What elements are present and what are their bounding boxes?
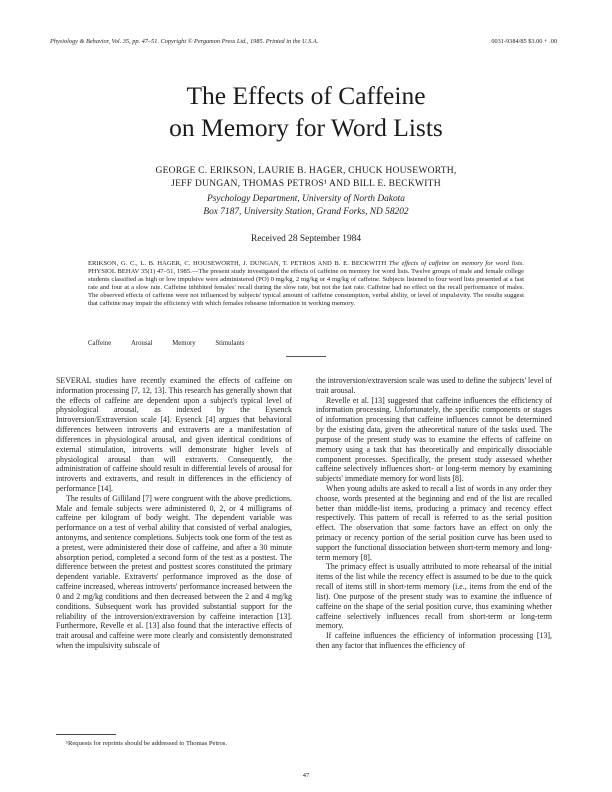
author-list: [0, 164, 612, 190]
paragraph: The results of Gilliland [7] were congruent with the above predictions. Male and female subjects were administered 0, 2, or 4 milligrams of caffeine per kilogram of body weight. The dependent variable was performance on a test of verbal ability that consisted of verbal analogies, antonyms, and sentence completions. Subjects took one form of the test as a pretest, were administered their dose of caffeine, and after a 30 minute absorption period, completed a second form of the test as a posttest. The difference between the pretest and posttest scores constituted the primary dependent variable. Extraverts' performance improved as the dose of caffeine increased, whereas introverts' performance increased between the 0 and 2 mg/kg conditions and then decreased between the 2 and 4 mg/kg conditions. Subsequent work has provided substantial support for the reliability of the introversion/extraversion by caffeine interaction [13]. Furthermore, Revelle et al. [13] also found that the interactive effects of trait arousal and caffeine were more clearly and consistently demonstrated when the impulsivity subscale of: [56, 493, 292, 650]
affiliation-line-1: Psychology Department, University of North Dakota: [207, 194, 405, 204]
title-line-1: The Effects of Caffeine: [186, 81, 426, 110]
abstract-citation-authors: ERIKSON, G. C., L. B. HAGER, C. HOUSEWORTH, J. DUNGAN, T. PETROS AND B. E. BECKWITH: [88, 260, 387, 267]
affiliation-line-2: Box 7187, University Station, Grand Forks, ND 58202: [203, 206, 409, 217]
keywords: [88, 340, 262, 347]
paragraph: If caffeine influences the efficiency of information processing [13], then any factor that influences the efficiency of: [316, 631, 552, 650]
paper-title: [0, 80, 612, 144]
keyword: Memory: [172, 340, 196, 347]
footnote: ¹Requests for reprints should be addressed to Thomas Petros.: [66, 740, 227, 747]
keyword: Caffeine: [88, 340, 112, 347]
received-date: Received 28 September 1984: [250, 234, 362, 244]
right-column: [316, 376, 552, 651]
paragraph: Revelle et al. [13] suggested that caffeine influences the efficiency of information processing. Unfortunately, the specific components or stages of information processing that caffeine influences cannot be determined by the existing data, given the atheoretical nature of the tasks used. The purpose of the present study was to examine the effects of caffeine on memory using a task that has theoretically and empirically dissociable component processes. Specifically, the present study assessed whether caffeine selectively influences short- or long-term memory by examining subjects' immediate memory for word lists [8].: [316, 395, 552, 484]
paragraph: SEVERAL studies have recently examined the effects of caffeine on information processing [7, 12, 13]. This research has generally shown that the effects of caffeine are dependent upon a subject's typical level of physiological arousal, as indexed by the Eysenck Introversion/Extraversion scale [4]. Eysenck [4] argues that behavioral differences between introverts and extraverts are a manifestation of differences in physiological arousal, and given identical conditions of external stimulation, introverts will demonstrate higher levels of physiological arousal than will extraverts. Consequently, the administration of caffeine should result in differential levels of arousal for introverts and extraverts, and result in differences in the efficiency of performance [14].: [56, 376, 292, 493]
affiliation: [0, 193, 612, 218]
paragraph: When young adults are asked to recall a list of words in any order they choose, words presented at the beginning and end of the list are recalled better than middle-list items, producing a primacy and recency effect respectively. This pattern of recall is referred to as the serial position effect. The observation that some factors have an effect on only the primacy or recency portion of the serial position curve has been used to support the functional dissociation between short-term memory and long-term memory [8].: [316, 483, 552, 562]
abstract-body: The present study investigated the effects of caffeine on memory for word lists. Twelve groups of male and female college students classified as high or low impulsive were administered (PO) 0 mg/kg, 2 mg/kg or 4 mg/kg of caffeine. Subjects listened to four word lists presented at a fast rate and four at a slow rate. Caffeine inhibited females' recall during the slow rate, but not the fast rate. Caffeine had no effect on the recall performance of males. The observed effects of caffeine were not influenced by subjects' typical amount of caffeine consumption, verbal ability, or level of impulsivity. The results suggest that caffeine may impair the efficiency with which females rehearse information in working memory.: [88, 268, 524, 308]
authors-line-1: GEORGE C. ERIKSON, LAURIE B. HAGER, CHUCK HOUSEWORTH,: [155, 165, 457, 176]
authors-line-2: JEFF DUNGAN, THOMAS PETROS¹ AND BILL E. BECKWITH: [171, 178, 441, 189]
running-header-citation: Physiology & Behavior, Vol. 35, pp. 47–51. Copyright © Pergamon Press Ltd., 1985. Printed in the U.S.A.: [50, 38, 319, 45]
paragraph: the introversion/extraversion scale was used to define the subjects' level of trait arousal.: [316, 376, 552, 395]
paragraph: The primacy effect is usually attributed to more rehearsal of the initial items of the list while the recency effect is assumed to be due to the quick recall of items still in short-term memory (i.e., items from the end of the list). One purpose of the present study was to examine the influence of caffeine on the shape of the serial position curve, thus examining whether caffeine selectively influences recall from short-term or long-term memory.: [316, 562, 552, 631]
left-column: [56, 376, 292, 651]
keyword: Arousal: [130, 340, 153, 347]
page-number: 47: [302, 772, 310, 779]
running-header-issn: 0031-9384/85 $3.00 + .00: [491, 38, 557, 45]
abstract-citation-ref: PHYSIOL BEHAV 35(1) 47–51, 1985.—: [88, 268, 199, 276]
title-line-2: on Memory for Word Lists: [169, 113, 443, 142]
footnote-divider: [56, 734, 116, 735]
abstract-citation-title: The effects of caffeine on memory for word lists.: [388, 260, 524, 267]
keywords-divider: [286, 356, 326, 357]
abstract: [88, 260, 524, 309]
keyword: Stimulants: [215, 340, 245, 347]
